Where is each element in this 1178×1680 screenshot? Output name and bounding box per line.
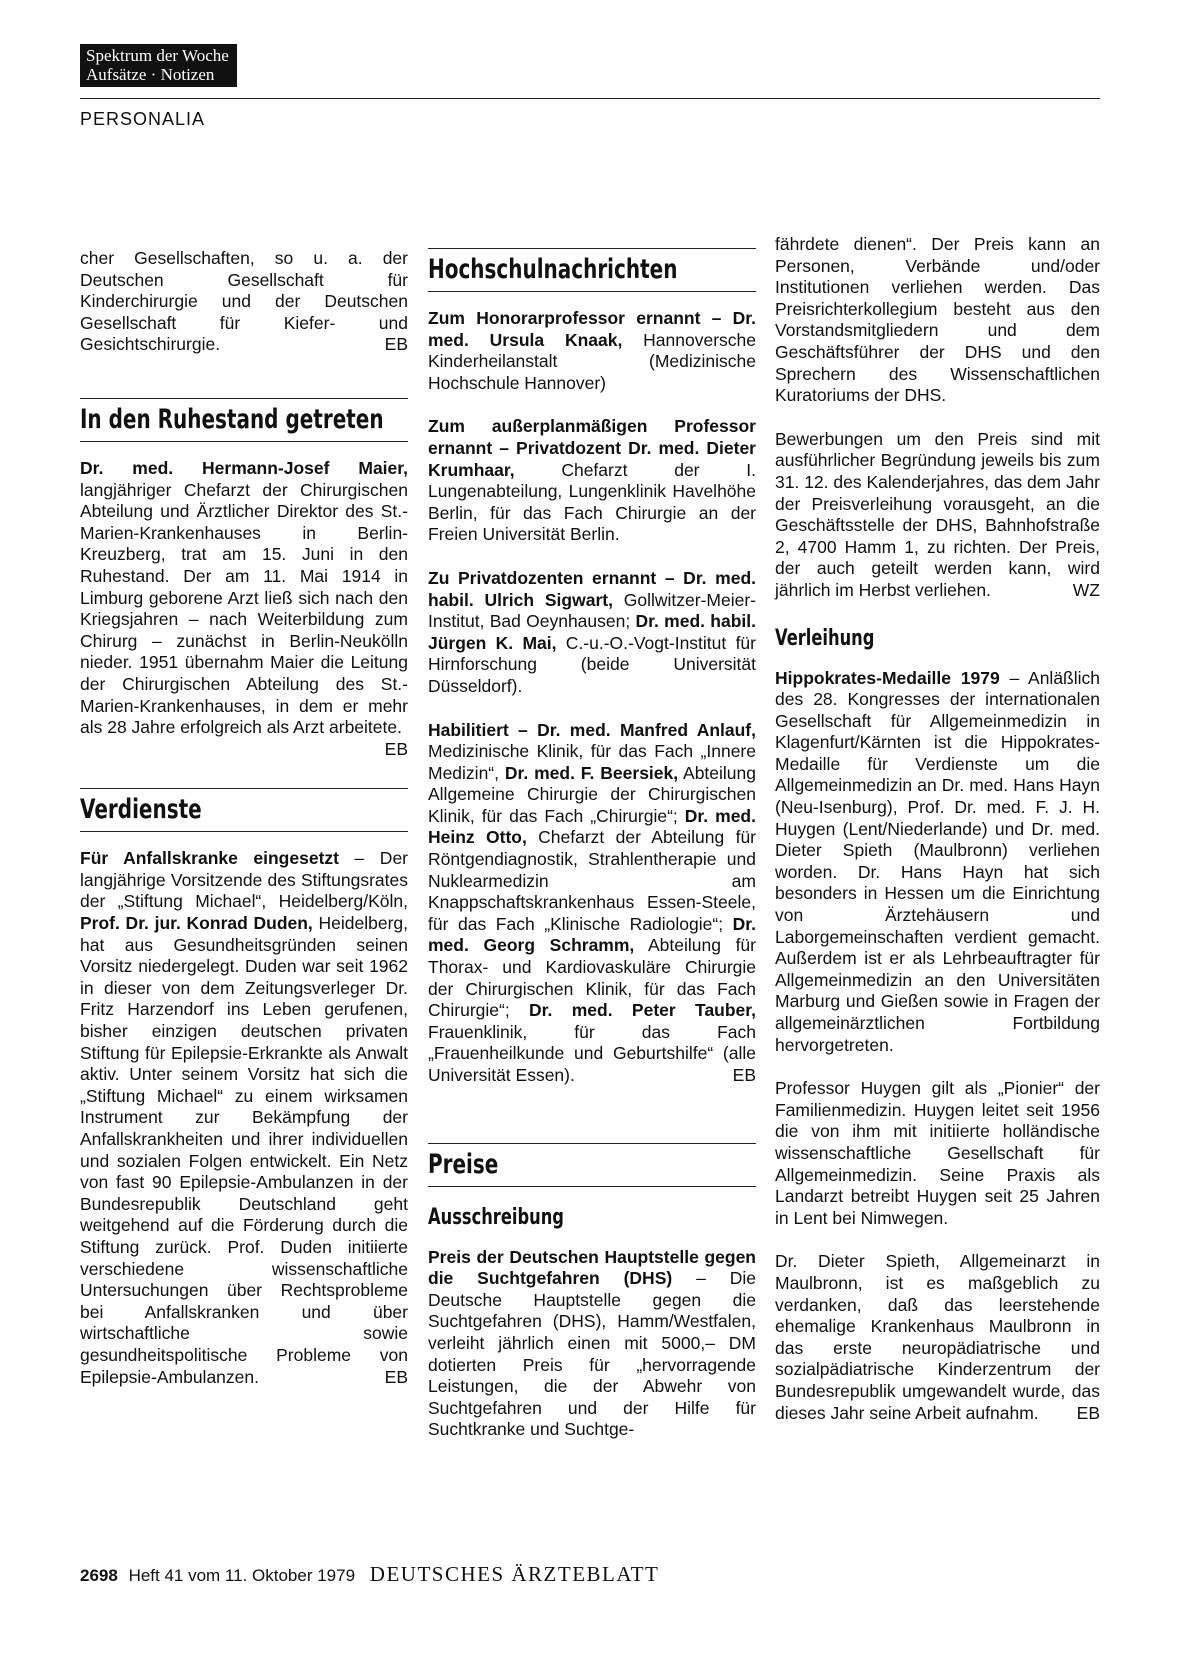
signature: EB — [384, 738, 408, 759]
apl-professor-paragraph: Zum außerplanmäßigen Professor ernannt – Privatdozent Dr. med. Dieter Krumhaar, Chefarzt der I. Lungenabteilung, Lungenklinik Havelhöhe Berlin, für das Fach Chirurgie an der Freien Universität Berlin. — [428, 416, 756, 545]
spieth-paragraph: Dr. Dieter Spieth, Allgemeinarzt in Maulbronn, ist es maßgeblich zu verdanken, daß das leerstehende ehemalige Krankenhaus Maulbronn in das erste neuropädiatrische und sozialpädiatrische Kinderzentrum der Bundesrepublik umgewandelt wurde, das dieses Jahr seine Arbeit aufnahm. EB — [775, 1251, 1100, 1423]
page-footer — [80, 1562, 659, 1587]
subheading-ausschreibung: Ausschreibung — [428, 1204, 564, 1230]
heading-verdienste: Verdienste — [80, 794, 202, 826]
section-label: PERSONALIA — [80, 109, 206, 129]
signature: WZ — [1072, 579, 1100, 600]
column-1 — [80, 248, 408, 1410]
masthead-line-2: Aufsätze · Notizen — [86, 65, 215, 84]
huygen-paragraph: Professor Huygen gilt als „Pionier“ der Familienmedizin. Huygen leitet seit 1956 die von ihm mit initiierte holländische wissenschaftliche Gesellschaft für Allgemeinmedizin. Seine Praxis als Landarzt betreibt Huygen seit 25 Jahren in Lent bei Nimwegen. — [775, 1078, 1100, 1228]
heading-rule — [428, 1186, 756, 1187]
issue-info: Heft 41 vom 11. Oktober 1979 — [128, 1566, 356, 1585]
verdienste-paragraph: Für Anfallskranke eingesetzt – Der langjährige Vorsitzende des Stiftungsrates der „Stiftung Michael“, Heidelberg/Köln, Prof. Dr. jur. Konrad Duden, Heidelberg, hat aus Gesundheitsgründen seinen Vorsitz niedergelegt. Duden war seit 1962 in dieser von dem Zeitungsverleger Dr. Fritz Harzendorf ins Leben gerufenen, bisher einzigen deutschen privaten Stiftung für Epilepsie-Erkrankte als Anwalt aktiv. Unter seinem Vorsitz hat sich die „Stiftung Michael“ zu einem wirksamen Instrument zur Bekämpfung der Anfallskrankheiten und ihrer individuellen und sozialen Folgen entwickelt. Ein Netz von fast 90 Epilepsie-Ambulanzen in der Bundesrepublik Deutschland geht weitgehend auf die Förderung durch die Stiftung zurück. Prof. Duden initiierte verschiedene wissenschaftliche Untersuchungen über Rechtsprobleme bei Anfallskranken und über wirtschaftliche sowie gesundheitspolitische Probleme von Epilepsie-Ambulanzen. EB — [80, 848, 408, 1387]
heading-hochschulnachrichten: Hochschulnachrichten — [428, 254, 678, 285]
dhs-paragraph-2: Bewerbungen um den Preis sind mit ausführlicher Begründung jeweils bis zum 31. 12. des Kalenderjahres, das dem Jahr der Preisverleihung vorausgeht, an die Geschäftsstelle der DHS, Bahnhofstraße 2, 4700 Hamm 1, zu richten. Der Preis, der auch geteilt werden kann, wird jährlich im Herbst verliehen. WZ — [775, 428, 1100, 600]
top-rule — [80, 98, 1100, 99]
column-2 — [428, 248, 756, 1441]
signature: EB — [384, 1366, 408, 1387]
signature: EB — [1076, 1402, 1100, 1423]
honorarprofessor-paragraph: Zum Honorarprofessor ernannt – Dr. med. Ursula Knaak, Hannoversche Kinderheilanstalt (Medizinische Hochschule Hannover) — [428, 308, 756, 393]
heading-ruhestand: In den Ruhestand getreten — [80, 403, 384, 435]
subheading-verleihung: Verleihung — [775, 625, 875, 651]
intro-text: cher Gesellschaften, so u. a. der Deutschen Gesellschaft für Kinderchirurgie und der Deutschen Gesellschaft für Kiefer- und Gesichtschirurgie. — [80, 248, 408, 355]
heading-rule — [80, 441, 408, 442]
signature: EB — [732, 1065, 756, 1085]
heading-preise: Preise — [428, 1148, 499, 1180]
habilitiert-paragraph: Habilitiert – Dr. med. Manfred Anlauf, Medizinische Klinik, für das Fach „Innere Medizin“, Dr. med. F. Beersiek, Abteilung Allgemeine Chirurgie der Chirurgischen Klinik, für das Fach „Chirurgie“; Dr. med. Heinz Otto, Chefarzt der Abteilung für Röntgendiagnostik, Strahlentherapie und Nuklearmedizin am Knappschaftskrankenhaus Essen-Steele, für das Fach „Klinische Radiologie“; Dr. med. Georg Schramm, Abteilung für Thorax- und Kardiovaskuläre Chirurgie der Chirurgischen Klinik, für das Fach Chirurgie“; Dr. med. Peter Tauber, Frauenklinik, für das Fach „Frauenheilkunde und Geburtshilfe“ (alle Universität Essen). EB — [428, 719, 757, 1085]
ruhestand-paragraph: Dr. med. Hermann-Josef Maier, langjähriger Chefarzt der Chirurgischen Abteilung und Ärztlicher Direktor des St.-Marien-Krankenhauses in Berlin-Kreuzberg, trat am 15. Juni in den Ruhestand. Der am 11. Mai 1914 in Limburg geborene Arzt ließ sich nach den Kriegsjahren – nach Weiterbildung zum Chirurg – zunächst in Berlin-Neukölln nieder. 1951 übernahm Maier die Leitung der Chirurgischen Abteilung des St.-Marien-Krankenhauses, in dem er mehr als 28 Jahre erfolgreich als Arzt arbeitete. EB — [80, 457, 408, 759]
dhs-paragraph-1: fährdete dienen“. Der Preis kann an Personen, Verbände und/oder Institutionen verliehen werden. Das Preisrichterkollegium besteht aus den Vorstandsmitgliedern und dem Geschäftsführer der DHS und den Sprechern des Wissenschaftlichen Kuratoriums der DHS. — [775, 234, 1100, 406]
masthead — [80, 44, 237, 87]
heading-rule — [80, 831, 408, 832]
intro-paragraph — [80, 248, 408, 356]
heading-rule — [428, 291, 756, 292]
privatdozenten-paragraph: Zu Privatdozenten ernannt – Dr. med. habil. Ulrich Sigwart, Gollwitzer-Meier-Institut, Bad Oeynhausen; Dr. med. habil. Jürgen K. Mai, C.-u.-O.-Vogt-Institut für Hirnforschung (beide Universität Düsseldorf). — [428, 567, 756, 696]
hippokrates-paragraph: Hippokrates-Medaille 1979 – Anläßlich des 28. Kongresses der internationalen Gesellschaft für Allgemeinmedizin in Klagenfurt/Kärnten ist die Hippokrates-Medaille für Verdienste um die Allgemeinmedizin an Dr. med. Hans Hayn (Neu-Isenburg), Prof. Dr. med. F. J. H. Huygen (Lent/Niederlande) und Dr. med. Dieter Spieth (Maulbronn) verliehen worden. Dr. Hans Hayn hat sich besonders in Hessen um die Einrichtung von Ärztehäusern und Laborgemeinschaften verdient gemacht. Außerdem ist er als Lehrbeauftragter für Allgemeinmedizin an den Universitäten Marburg und Gießen sowie in Fragen der allgemeinärztlichen Fortbildung hervorgetreten. — [775, 667, 1100, 1055]
ausschreibung-paragraph: Preis der Deutschen Hauptstelle gegen die Suchtgefahren (DHS) – Die Deutsche Hauptstelle gegen die Suchtgefahren (DHS), Hamm/Westfalen, verleiht jährlich einen mit 5000,– DM dotierten Preis für „hervorragende Leistungen, die der Abwehr von Suchtgefahren und der Hilfe für Suchtkranke und Suchtge- — [428, 1246, 756, 1440]
masthead-line-1: Spektrum der Woche — [86, 46, 229, 65]
person-name: Dr. med. Hermann-Josef Maier, — [80, 457, 408, 478]
journal-name: DEUTSCHES ÄRZTEBLATT — [369, 1562, 660, 1586]
page-number: 2698 — [80, 1566, 118, 1585]
signature: EB — [384, 334, 408, 355]
column-3 — [775, 234, 1100, 1446]
